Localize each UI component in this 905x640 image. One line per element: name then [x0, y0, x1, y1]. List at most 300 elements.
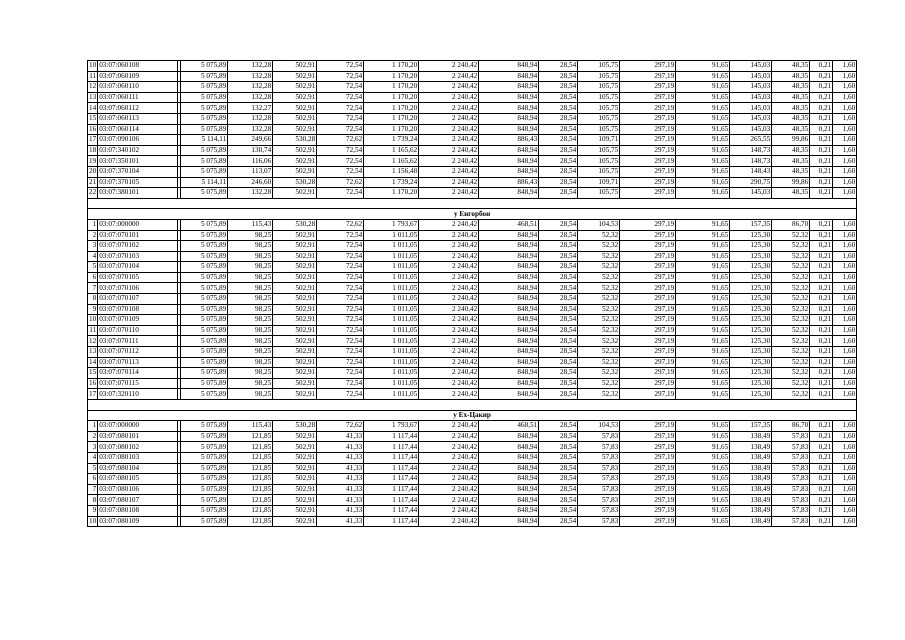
value-cell: 297,19: [620, 421, 676, 432]
value-cell: 125,30: [730, 347, 772, 358]
value-cell: 1 117,44: [364, 431, 419, 442]
value-cell: 1,60: [833, 304, 857, 315]
value-cell: 98,25: [228, 304, 273, 315]
value-cell: 848,94: [479, 124, 539, 135]
row-number: 14: [89, 357, 97, 366]
value-cell: 132,27: [228, 103, 273, 114]
value-cell: 502,91: [273, 61, 317, 72]
value-cell: 1,60: [833, 389, 857, 400]
value-cell: 502,91: [273, 315, 317, 326]
value-cell: 848,94: [479, 145, 539, 156]
value-cell: 91,65: [676, 505, 730, 516]
value-cell: 48,35: [772, 71, 810, 82]
value-cell: 5 075,89: [181, 495, 228, 506]
value-cell: 848,94: [479, 389, 539, 400]
value-cell: 41,33: [317, 484, 364, 495]
row-number: 20: [89, 167, 97, 176]
cadastral-code: 03:07:340102: [98, 145, 178, 156]
value-cell: 48,35: [772, 188, 810, 199]
table-row: [88, 145, 857, 156]
value-cell: 297,19: [620, 505, 676, 516]
value-cell: 41,33: [317, 516, 364, 527]
value-cell: 48,35: [772, 166, 810, 177]
value-cell: 125,30: [730, 315, 772, 326]
value-cell: 72,54: [317, 315, 364, 326]
value-cell: 2 240,42: [419, 135, 479, 146]
value-cell: 91,65: [676, 484, 730, 495]
value-cell: 145,03: [730, 92, 772, 103]
value-cell: 1,60: [833, 166, 857, 177]
value-cell: 1,60: [833, 71, 857, 82]
value-cell: 52,32: [578, 272, 620, 283]
value-cell: 132,28: [228, 92, 273, 103]
value-cell: 2 240,42: [419, 145, 479, 156]
table-row: [88, 347, 857, 358]
value-cell: 2 240,42: [419, 516, 479, 527]
value-cell: 502,91: [273, 442, 317, 453]
value-cell: 1,60: [833, 145, 857, 156]
value-cell: 91,65: [676, 389, 730, 400]
row-number: 17: [89, 135, 97, 144]
value-cell: 105,75: [578, 188, 620, 199]
row-number: 21: [89, 177, 97, 186]
value-cell: 1 165,62: [364, 156, 419, 167]
value-cell: 57,83: [772, 474, 810, 485]
value-cell: 1,60: [833, 463, 857, 474]
value-cell: 297,19: [620, 495, 676, 506]
value-cell: 121,85: [228, 431, 273, 442]
value-cell: 28,54: [539, 156, 578, 167]
value-cell: 72,54: [317, 357, 364, 368]
value-cell: 502,91: [273, 251, 317, 262]
value-cell: 91,65: [676, 241, 730, 252]
value-cell: 98,25: [228, 347, 273, 358]
value-cell: 105,75: [578, 166, 620, 177]
value-cell: 0,21: [810, 294, 833, 305]
value-cell: 502,91: [273, 368, 317, 379]
value-cell: 52,32: [772, 294, 810, 305]
value-cell: 1 170,20: [364, 82, 419, 93]
cadastral-code: 03:07:350101: [98, 156, 178, 167]
value-cell: 502,91: [273, 325, 317, 336]
value-cell: 0,21: [810, 516, 833, 527]
value-cell: 265,55: [730, 135, 772, 146]
value-cell: 297,19: [620, 241, 676, 252]
value-cell: 1 793,67: [364, 219, 419, 230]
row-number: 7: [88, 283, 98, 294]
cadastral-code: 03:07:380101: [98, 188, 178, 199]
value-cell: 52,32: [578, 241, 620, 252]
value-cell: 2 240,42: [419, 219, 479, 230]
value-cell: 41,33: [317, 495, 364, 506]
value-cell: 5 075,89: [181, 230, 228, 241]
value-cell: 98,25: [228, 272, 273, 283]
value-cell: 57,83: [578, 442, 620, 453]
value-cell: 52,32: [578, 304, 620, 315]
row-number: 2: [88, 230, 98, 241]
value-cell: 0,21: [810, 262, 833, 273]
cadastral-code: 03:07:070107: [98, 294, 178, 305]
value-cell: 1 170,20: [364, 188, 419, 199]
value-cell: 1,60: [833, 61, 857, 72]
value-cell: 1 117,44: [364, 452, 419, 463]
value-cell: 5 114,11: [181, 135, 228, 146]
table-row: [88, 336, 857, 347]
value-cell: 848,94: [479, 431, 539, 442]
cadastral-code: 03:07:070105: [98, 272, 178, 283]
value-cell: 52,32: [578, 368, 620, 379]
value-cell: 138,49: [730, 442, 772, 453]
value-cell: 297,19: [620, 272, 676, 283]
value-cell: 502,91: [273, 389, 317, 400]
value-cell: 1 170,20: [364, 124, 419, 135]
value-cell: 98,25: [228, 241, 273, 252]
value-cell: 502,91: [273, 336, 317, 347]
row-number: 6: [88, 272, 98, 283]
section-header-row: [88, 209, 857, 220]
value-cell: 52,32: [578, 325, 620, 336]
value-cell: 2 240,42: [419, 304, 479, 315]
value-cell: 28,54: [539, 325, 578, 336]
value-cell: 1,60: [833, 82, 857, 93]
value-cell: 297,19: [620, 188, 676, 199]
value-cell: 502,91: [273, 357, 317, 368]
value-cell: 5 075,89: [181, 357, 228, 368]
table-row: [88, 82, 857, 93]
value-cell: 91,65: [676, 463, 730, 474]
value-cell: 52,32: [772, 325, 810, 336]
row-number: 16: [89, 379, 97, 387]
value-cell: 98,25: [228, 251, 273, 262]
value-cell: 502,91: [273, 283, 317, 294]
value-cell: 72,54: [317, 230, 364, 241]
value-cell: 116,06: [228, 156, 273, 167]
value-cell: 28,54: [539, 421, 578, 432]
value-cell: 2 240,42: [419, 294, 479, 305]
value-cell: 297,19: [620, 71, 676, 82]
value-cell: 91,65: [676, 219, 730, 230]
value-cell: 28,54: [539, 241, 578, 252]
value-cell: 502,91: [273, 166, 317, 177]
value-cell: 28,54: [539, 188, 578, 199]
value-cell: 91,65: [676, 325, 730, 336]
value-cell: 1 011,05: [364, 378, 419, 389]
table-row: [88, 135, 857, 146]
value-cell: 91,65: [676, 71, 730, 82]
value-cell: 297,19: [620, 357, 676, 368]
value-cell: 57,83: [772, 452, 810, 463]
value-cell: 1 011,05: [364, 272, 419, 283]
value-cell: 5 075,89: [181, 378, 228, 389]
cadastral-code: 03:07:070111: [98, 336, 178, 347]
value-cell: 0,21: [810, 135, 833, 146]
value-cell: 104,53: [578, 421, 620, 432]
value-cell: 297,19: [620, 325, 676, 336]
value-cell: 72,54: [317, 241, 364, 252]
value-cell: 848,94: [479, 505, 539, 516]
value-cell: 28,54: [539, 431, 578, 442]
section-title: у Ех-Цакир: [88, 410, 857, 421]
value-cell: 52,32: [578, 336, 620, 347]
row-number: 14: [89, 103, 97, 112]
row-number: 8: [88, 495, 98, 506]
value-cell: 121,85: [228, 505, 273, 516]
value-cell: 502,91: [273, 431, 317, 442]
row-number: 13: [89, 347, 97, 356]
value-cell: 157,35: [730, 219, 772, 230]
value-cell: 28,54: [539, 336, 578, 347]
value-cell: 132,28: [228, 82, 273, 93]
cadastral-code: 03:07:370105: [98, 177, 178, 188]
value-cell: 1 117,44: [364, 442, 419, 453]
value-cell: 502,91: [273, 188, 317, 199]
table-row: [88, 92, 857, 103]
value-cell: 297,19: [620, 315, 676, 326]
row-number: 6: [88, 474, 98, 485]
value-cell: 125,30: [730, 389, 772, 400]
value-cell: 2 240,42: [419, 336, 479, 347]
value-cell: 138,49: [730, 484, 772, 495]
value-cell: 138,49: [730, 474, 772, 485]
cadastral-code: 03:07:070114: [98, 368, 178, 379]
value-cell: 132,28: [228, 61, 273, 72]
row-number: 22: [89, 188, 97, 197]
value-cell: 0,21: [810, 315, 833, 326]
row-number: 10: [89, 315, 97, 324]
table-row: [88, 188, 857, 199]
value-cell: 0,21: [810, 103, 833, 114]
value-cell: 1 011,05: [364, 283, 419, 294]
value-cell: 57,83: [772, 484, 810, 495]
value-cell: 2 240,42: [419, 103, 479, 114]
value-cell: 28,54: [539, 378, 578, 389]
value-cell: 99,86: [772, 177, 810, 188]
value-cell: 1 156,48: [364, 166, 419, 177]
table-row: [88, 378, 857, 389]
row-number: 4: [88, 251, 98, 262]
value-cell: 2 240,42: [419, 283, 479, 294]
value-cell: 72,54: [317, 336, 364, 347]
value-cell: 57,83: [578, 452, 620, 463]
table-row: [88, 124, 857, 135]
value-cell: 1,60: [833, 92, 857, 103]
value-cell: 41,33: [317, 463, 364, 474]
value-cell: 848,94: [479, 495, 539, 506]
row-number: 9: [88, 505, 98, 516]
value-cell: 28,54: [539, 124, 578, 135]
value-cell: 5 075,89: [181, 421, 228, 432]
table-row: [88, 368, 857, 379]
value-cell: 1 117,44: [364, 484, 419, 495]
value-cell: 2 240,42: [419, 452, 479, 463]
table-row: [88, 156, 857, 167]
value-cell: 5 075,89: [181, 156, 228, 167]
cadastral-code: 03:07:080104: [98, 463, 178, 474]
value-cell: 0,21: [810, 421, 833, 432]
value-cell: 52,32: [772, 251, 810, 262]
value-cell: 1 011,05: [364, 304, 419, 315]
value-cell: 1,60: [833, 357, 857, 368]
value-cell: 297,19: [620, 82, 676, 93]
cadastral-code: 03:07:090106: [98, 135, 178, 146]
value-cell: 2 240,42: [419, 378, 479, 389]
value-cell: 297,19: [620, 166, 676, 177]
value-cell: 72,54: [317, 92, 364, 103]
value-cell: 91,65: [676, 251, 730, 262]
value-cell: 0,21: [810, 230, 833, 241]
value-cell: 502,91: [273, 124, 317, 135]
value-cell: 1,60: [833, 177, 857, 188]
value-cell: 86,70: [772, 421, 810, 432]
row-number: 2: [88, 431, 98, 442]
value-cell: 502,91: [273, 516, 317, 527]
value-cell: 468,51: [479, 219, 539, 230]
value-cell: 91,65: [676, 421, 730, 432]
value-cell: 91,65: [676, 283, 730, 294]
value-cell: 91,65: [676, 82, 730, 93]
value-cell: 1 117,44: [364, 495, 419, 506]
value-cell: 105,75: [578, 103, 620, 114]
value-cell: 105,75: [578, 145, 620, 156]
value-cell: 2 240,42: [419, 177, 479, 188]
value-cell: 5 075,89: [181, 368, 228, 379]
value-cell: 5 075,89: [181, 463, 228, 474]
value-cell: 130,74: [228, 145, 273, 156]
value-cell: 2 240,42: [419, 389, 479, 400]
value-cell: 502,91: [273, 145, 317, 156]
value-cell: 297,19: [620, 484, 676, 495]
value-cell: 297,19: [620, 442, 676, 453]
value-cell: 52,32: [772, 272, 810, 283]
value-cell: 125,30: [730, 241, 772, 252]
value-cell: 1 011,05: [364, 251, 419, 262]
value-cell: 0,21: [810, 219, 833, 230]
value-cell: 5 075,89: [181, 325, 228, 336]
value-cell: 1,60: [833, 516, 857, 527]
value-cell: 249,66: [228, 135, 273, 146]
value-cell: 91,65: [676, 304, 730, 315]
value-cell: 297,19: [620, 474, 676, 485]
value-cell: 0,21: [810, 283, 833, 294]
value-cell: 72,54: [317, 272, 364, 283]
value-cell: 0,21: [810, 474, 833, 485]
cadastral-code: 03:07:080106: [98, 484, 178, 495]
value-cell: 297,19: [620, 378, 676, 389]
blank-cell: [88, 400, 857, 411]
value-cell: 91,65: [676, 113, 730, 124]
value-cell: 125,30: [730, 272, 772, 283]
value-cell: 1 011,05: [364, 336, 419, 347]
value-cell: 138,49: [730, 505, 772, 516]
value-cell: 28,54: [539, 71, 578, 82]
value-cell: 848,94: [479, 294, 539, 305]
value-cell: 2 240,42: [419, 431, 479, 442]
cadastral-code: 03:07:060111: [98, 92, 178, 103]
value-cell: 0,21: [810, 82, 833, 93]
value-cell: 1,60: [833, 103, 857, 114]
value-cell: 5 075,89: [181, 251, 228, 262]
value-cell: 104,53: [578, 219, 620, 230]
table-row: [88, 357, 857, 368]
value-cell: 848,94: [479, 251, 539, 262]
row-number: 8: [88, 294, 98, 305]
value-cell: 52,32: [578, 251, 620, 262]
value-cell: 57,83: [772, 516, 810, 527]
value-cell: 72,54: [317, 294, 364, 305]
cadastral-code: 03:07:070109: [98, 315, 178, 326]
value-cell: 28,54: [539, 262, 578, 273]
value-cell: 52,32: [578, 315, 620, 326]
value-cell: 502,91: [273, 272, 317, 283]
value-cell: 72,54: [317, 304, 364, 315]
value-cell: 48,35: [772, 145, 810, 156]
value-cell: 48,35: [772, 113, 810, 124]
value-cell: 2 240,42: [419, 156, 479, 167]
value-cell: 0,21: [810, 347, 833, 358]
value-cell: 41,33: [317, 442, 364, 453]
value-cell: 2 240,42: [419, 315, 479, 326]
value-cell: 5 075,89: [181, 272, 228, 283]
cadastral-code: 03:07:070112: [98, 347, 178, 358]
cadastral-code: 03:07:060108: [98, 61, 178, 72]
value-cell: 52,32: [772, 378, 810, 389]
value-cell: 48,35: [772, 61, 810, 72]
value-cell: 2 240,42: [419, 166, 479, 177]
value-cell: 2 240,42: [419, 368, 479, 379]
value-cell: 5 075,89: [181, 188, 228, 199]
value-cell: 57,83: [772, 463, 810, 474]
value-cell: 28,54: [539, 61, 578, 72]
value-cell: 72,54: [317, 156, 364, 167]
row-number: 19: [89, 156, 97, 165]
row-number: 1: [88, 219, 98, 230]
row-number: 13: [89, 92, 97, 101]
value-cell: 28,54: [539, 272, 578, 283]
value-cell: 98,25: [228, 294, 273, 305]
value-cell: 848,94: [479, 92, 539, 103]
value-cell: 502,91: [273, 82, 317, 93]
value-cell: 5 075,89: [181, 71, 228, 82]
value-cell: 1 739,24: [364, 177, 419, 188]
value-cell: 145,03: [730, 113, 772, 124]
value-cell: 1 011,05: [364, 262, 419, 273]
value-cell: 57,83: [578, 463, 620, 474]
value-cell: 72,62: [317, 421, 364, 432]
value-cell: 848,94: [479, 304, 539, 315]
value-cell: 0,21: [810, 304, 833, 315]
value-cell: 28,54: [539, 495, 578, 506]
value-cell: 848,94: [479, 241, 539, 252]
value-cell: 98,25: [228, 368, 273, 379]
value-cell: 0,21: [810, 442, 833, 453]
value-cell: 48,35: [772, 103, 810, 114]
table-row: [88, 241, 857, 252]
value-cell: 1,60: [833, 495, 857, 506]
cadastral-code: 03:07:060109: [98, 71, 178, 82]
value-cell: 297,19: [620, 262, 676, 273]
value-cell: 0,21: [810, 113, 833, 124]
value-cell: 502,91: [273, 505, 317, 516]
value-cell: 28,54: [539, 294, 578, 305]
value-cell: 297,19: [620, 177, 676, 188]
value-cell: 1,60: [833, 442, 857, 453]
value-cell: 28,54: [539, 474, 578, 485]
value-cell: 91,65: [676, 294, 730, 305]
value-cell: 72,54: [317, 166, 364, 177]
value-cell: 502,91: [273, 304, 317, 315]
value-cell: 72,62: [317, 219, 364, 230]
value-cell: 0,21: [810, 251, 833, 262]
